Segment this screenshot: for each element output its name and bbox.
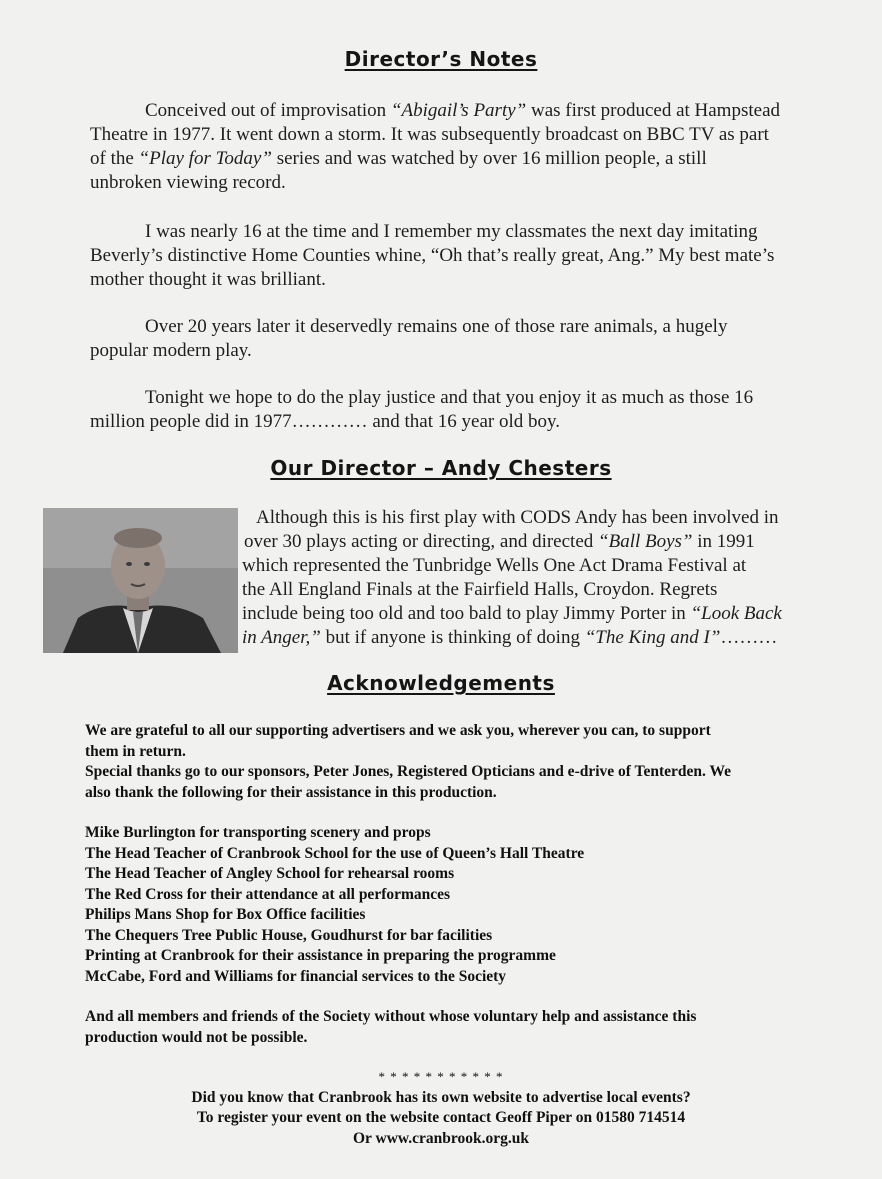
list-item: The Head Teacher of Angley School for rehearsal rooms <box>85 865 455 882</box>
list-item: Mike Burlington for transporting scenery and props <box>85 824 431 841</box>
list-item: The Red Cross for their attendance at all performances <box>85 885 451 903</box>
text-line <box>242 530 782 554</box>
acknowledgements-intro <box>85 721 731 803</box>
text-line: also thank the following for their assistance in this production. <box>85 783 497 801</box>
text-line <box>242 626 782 650</box>
directors-notes-heading: Director’s Notes <box>344 47 538 71</box>
star-divider: * * * * * * * * * * * <box>378 1069 504 1084</box>
acknowledgements-thanks-list <box>85 823 584 987</box>
footer <box>0 1067 882 1149</box>
text-run: in 1991 <box>692 531 755 552</box>
text-line: million people did in 1977………… and that 16 year old boy. <box>90 411 561 432</box>
play-title: “Abigail’s Party” <box>390 100 527 121</box>
list-item: McCabe, Ford and Williams for financial services to the Society <box>85 967 507 985</box>
text-line: mother thought it was brilliant. <box>90 269 326 290</box>
text-run: of the <box>90 148 139 169</box>
text-run: over 30 plays acting or directing, and directed <box>244 531 599 552</box>
text-line: And all members and friends of the Society without whose voluntary help and assistance this <box>85 1008 697 1025</box>
directors-notes-paragraph-2 <box>90 220 774 292</box>
acknowledgements-closing <box>85 1007 696 1048</box>
text-line: which represented the Tunbridge Wells One Act Drama Festival at <box>242 555 747 576</box>
text-line: We are grateful to all our supporting advertisers and we ask you, wherever you can, to support <box>85 722 711 739</box>
text-line: Although this is his first play with CODS Andy has been involved in <box>256 507 779 528</box>
series-title: “Play for Today” <box>138 148 272 169</box>
text-run: Conceived out of improvisation <box>145 100 391 121</box>
directors-notes-paragraph-3 <box>90 315 727 363</box>
list-item: The Head Teacher of Cranbrook School for the use of Queen’s Hall Theatre <box>85 844 585 862</box>
text-line: unbroken viewing record. <box>90 172 286 193</box>
text-line <box>242 602 782 626</box>
acknowledgements-heading: Acknowledgements <box>327 671 555 695</box>
list-item: Printing at Cranbrook for their assistance in preparing the programme <box>85 947 556 964</box>
text-line <box>90 99 780 123</box>
text-line: them in return. <box>85 742 186 760</box>
text-line: Did you know that Cranbrook has its own website to advertise local events? <box>191 1088 691 1106</box>
directors-notes-paragraph-4 <box>90 386 753 434</box>
text-line: production would not be possible. <box>85 1028 308 1046</box>
text-run: include being too old and too bald to play Jimmy Porter in <box>242 603 691 624</box>
text-line: the All England Finals at the Fairfield Halls, Croydon. Regrets <box>242 579 718 600</box>
website-link-text: Or www.cranbrook.org.uk <box>353 1129 529 1147</box>
text-run: ……… <box>720 627 778 648</box>
play-title: “Ball Boys” <box>598 531 693 552</box>
director-bio <box>242 506 782 650</box>
text-line <box>90 147 780 171</box>
director-portrait-image <box>43 508 238 653</box>
our-director-heading: Our Director – Andy Chesters <box>270 456 612 480</box>
text-line: Theatre in 1977. It went down a storm. It was subsequently broadcast on BBC TV as part <box>90 124 769 145</box>
text-run: was first produced at Hampstead <box>526 100 781 121</box>
list-item: Philips Mans Shop for Box Office facilities <box>85 906 366 923</box>
text-line: Beverly’s distinctive Home Counties whine, “Oh that’s really great, Ang.” My best mate’s <box>90 245 775 266</box>
text-run: but if anyone is thinking of doing <box>320 627 585 648</box>
text-line: I was nearly 16 at the time and I remember my classmates the next day imitating <box>145 221 758 242</box>
text-line: Special thanks go to our sponsors, Peter Jones, Registered Opticians and e-drive of Tenterden. We <box>85 763 731 780</box>
text-run: series and was watched by over 16 million people, a still <box>271 148 707 169</box>
play-title: “Look Back <box>690 603 782 624</box>
director-photo <box>43 508 238 653</box>
list-item: The Chequers Tree Public House, Goudhurst for bar facilities <box>85 926 493 944</box>
directors-notes-paragraph-1 <box>90 99 780 195</box>
text-line: popular modern play. <box>90 340 252 361</box>
play-title: “The King and I” <box>584 627 721 648</box>
text-line: Over 20 years later it deservedly remains one of those rare animals, a hugely <box>145 316 728 337</box>
text-line: Tonight we hope to do the play justice and that you enjoy it as much as those 16 <box>145 387 754 408</box>
play-title: in Anger,” <box>242 627 321 648</box>
text-line: To register your event on the website contact Geoff Piper on 01580 714514 <box>196 1109 686 1126</box>
